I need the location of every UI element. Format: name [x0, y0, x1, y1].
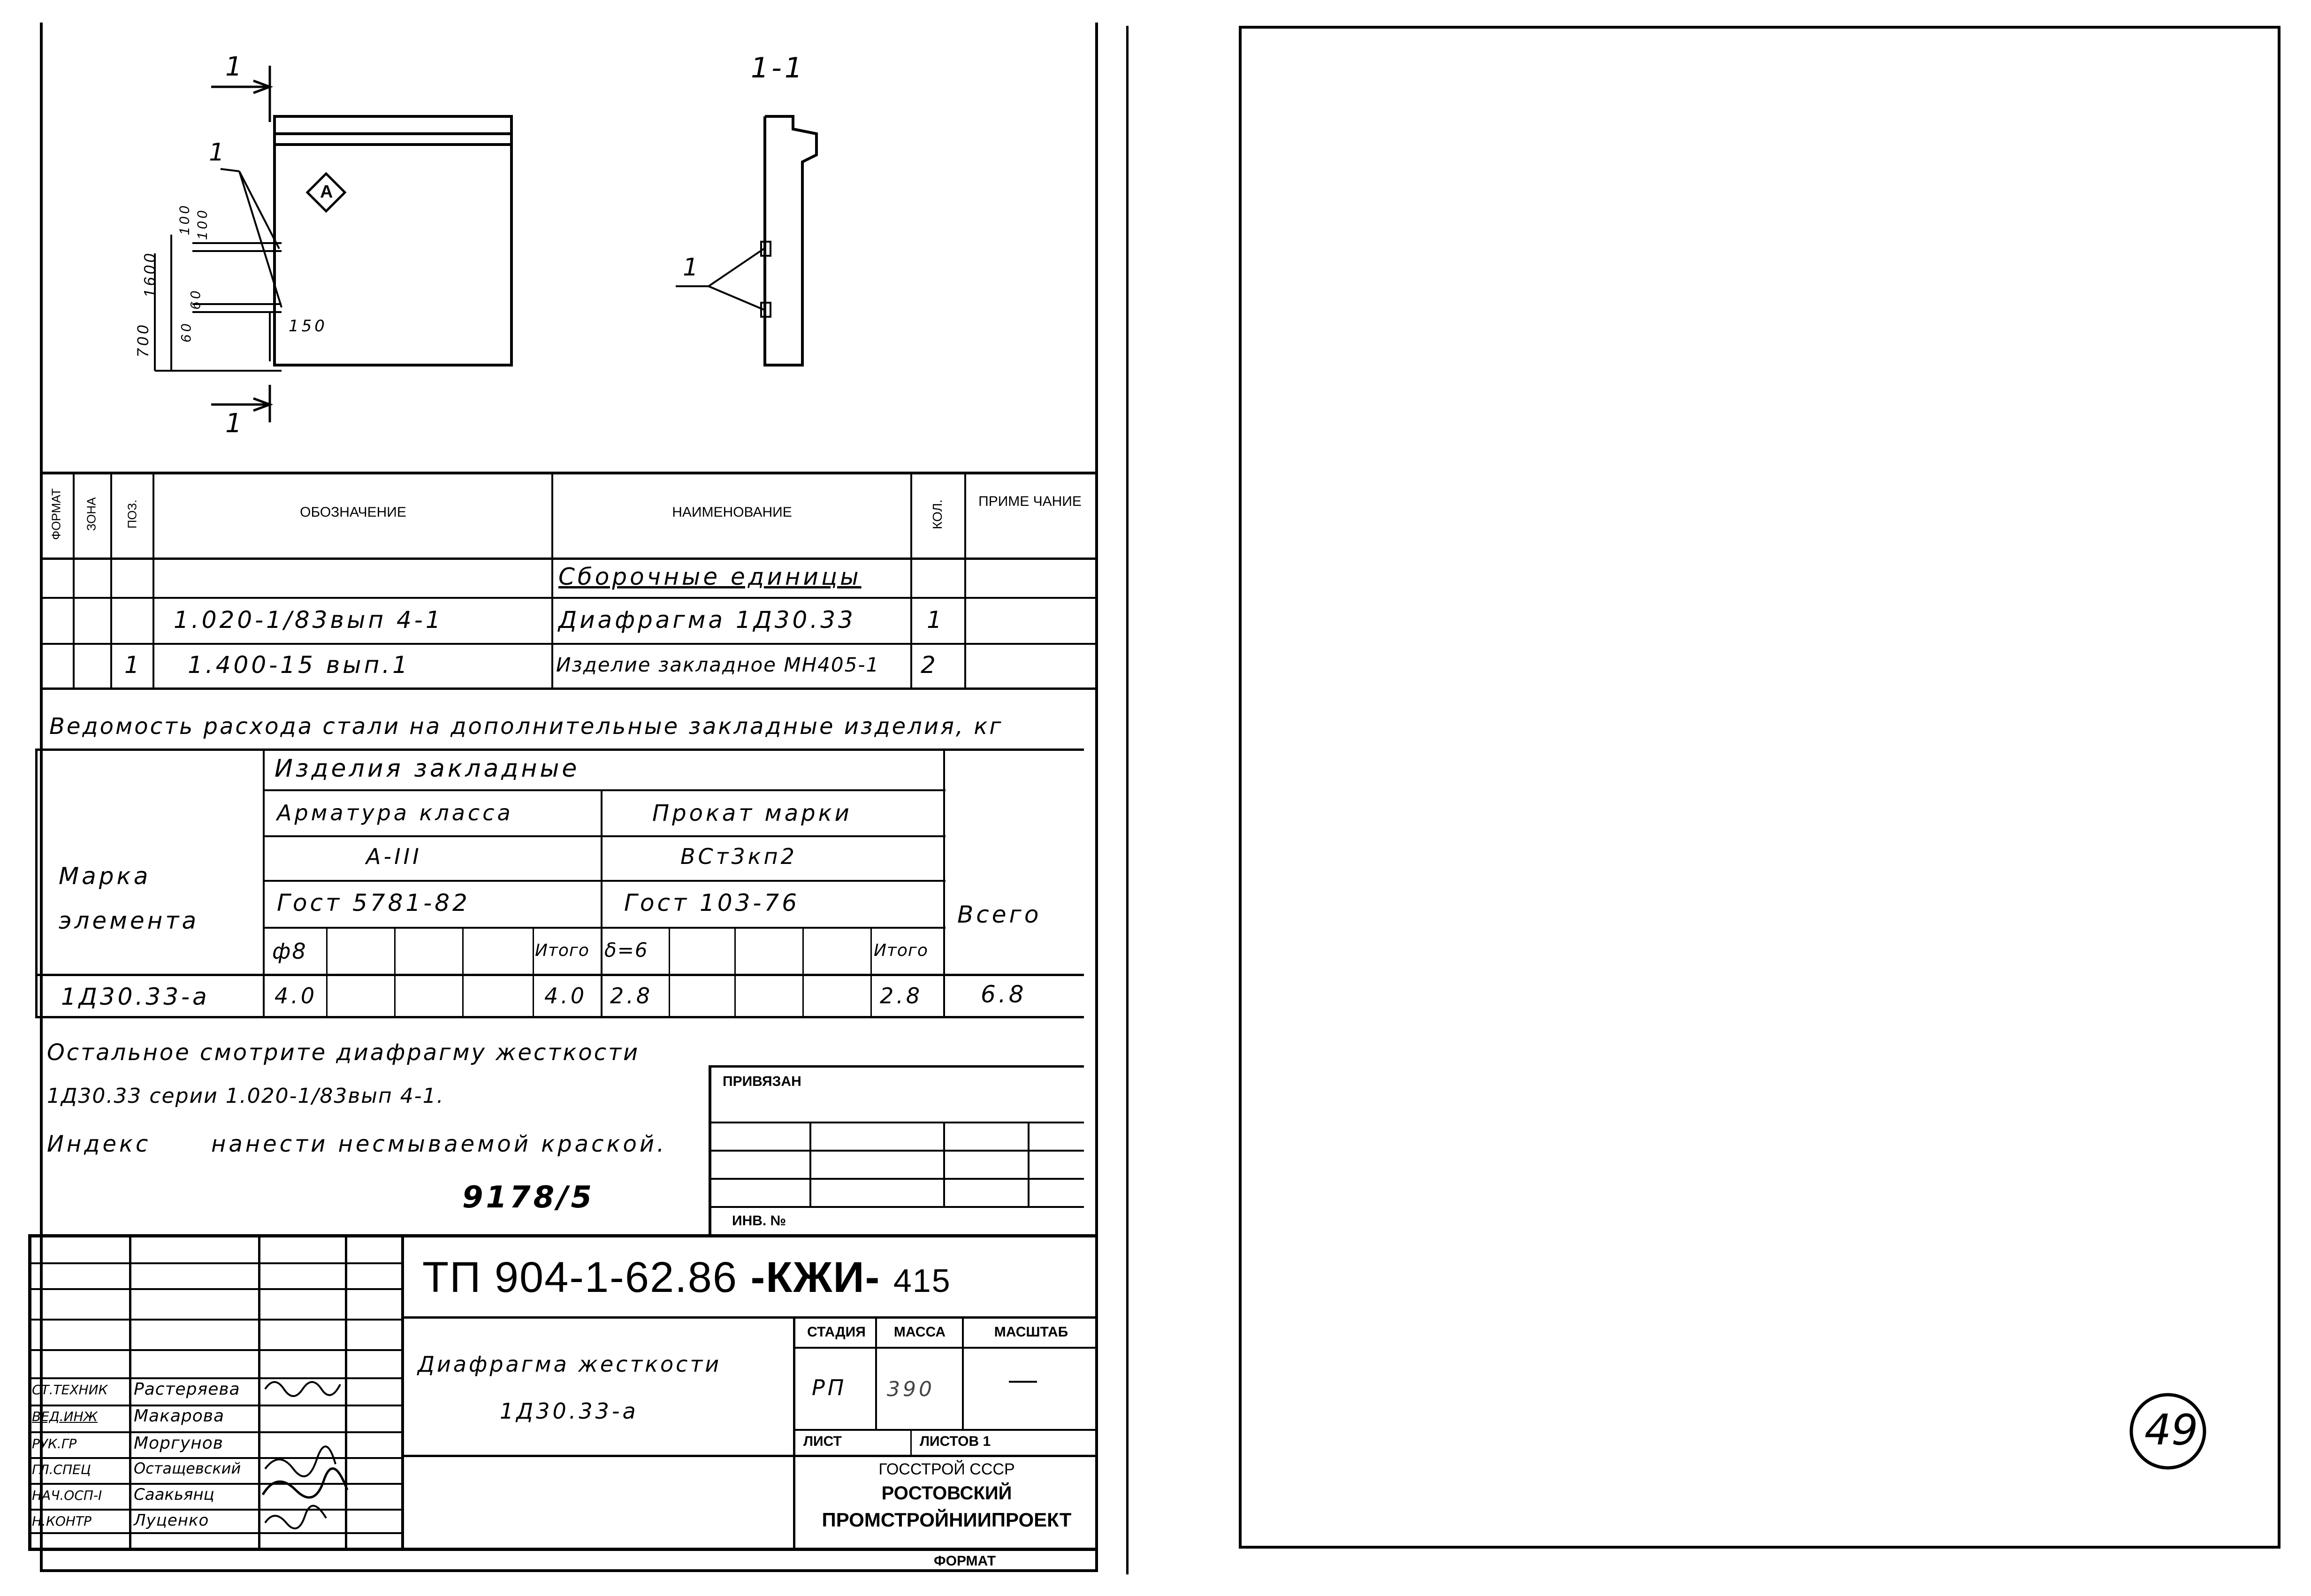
steel-phi: ф8 [272, 939, 307, 964]
steel-delta: δ=6 [604, 939, 648, 962]
steel-row-total: 6.8 [981, 981, 1027, 1008]
section-label-top: 1 [225, 52, 245, 82]
steel-prokat-gost: Гост 103-76 [624, 889, 800, 916]
spec-header-designation: ОБОЗНАЧЕНИЕ [300, 504, 406, 520]
listov-label: ЛИСТОВ 1 [920, 1434, 991, 1449]
note-line-1: Остальное смотрите диафрагму жесткости [47, 1039, 640, 1066]
steel-col-element: Марка элемента [59, 863, 199, 934]
spec-header-qty: КОЛ. [930, 499, 945, 529]
person-2-name: Макарова [134, 1406, 225, 1426]
index-value: 9178/5 [462, 1180, 595, 1215]
list-label: ЛИСТ [803, 1434, 842, 1449]
steel-prokat-mark: Прокат марки [652, 800, 852, 826]
massa-value: 390 [887, 1377, 935, 1401]
steel-row-itogo2: 2.8 [880, 983, 923, 1008]
spec-row-2-pos: 1 [124, 651, 142, 679]
spec-row-1-name: Диафрагма 1Д30.33 [558, 606, 856, 634]
steel-row-phi8: 4.0 [275, 983, 318, 1008]
spec-row-2-qty: 2 [921, 651, 938, 679]
steel-row-itogo1: 4.0 [544, 983, 587, 1008]
person-6-name: Луценко [134, 1511, 209, 1530]
steel-prokat-grade: ВСт3кп2 [680, 844, 797, 869]
spec-row-2-designation: 1.400-15 вып.1 [188, 651, 411, 679]
steel-title: Ведомость расхода стали на дополнительные закладные изделия, кг [49, 713, 1003, 740]
drawing-name-1: Диафрагма жесткости [418, 1352, 722, 1377]
stadiya-value: РП [812, 1375, 847, 1400]
dim-60a: 60 [188, 288, 204, 310]
note-line-3b: нанести несмываемой краской. [211, 1131, 667, 1157]
steel-row-delta6: 2.8 [610, 983, 653, 1008]
person-3-name: Моргунов [134, 1434, 223, 1453]
dim-1600: 1600 [141, 251, 159, 298]
org-line-3: ПРОМСТРОЙНИИПРОЕКТ [822, 1509, 1072, 1531]
steel-itogo-2: Итого [874, 941, 928, 960]
drawing-code-suffix: -КЖИ- [750, 1253, 881, 1301]
steel-armatura-class: Арматура класса [277, 800, 513, 825]
section-title: 1-1 [751, 52, 805, 84]
person-1-name: Растеряева [134, 1380, 240, 1399]
org-line-2: РОСТОВСКИЙ [881, 1483, 1012, 1504]
spec-header-pos: ПОЗ. [125, 499, 139, 529]
person-3-role: РУК.ГР [32, 1436, 77, 1451]
spec-header-zone: ЗОНА [84, 497, 99, 531]
spec-row-1-designation: 1.020-1/83вып 4-1 [174, 606, 443, 634]
steel-total-header: Всего [957, 901, 1042, 928]
inv-label: ИНВ. № [732, 1213, 786, 1229]
person-4-name: Остащевский [134, 1459, 241, 1477]
marker-label: A [320, 182, 333, 202]
section-label-bottom: 1 [225, 408, 245, 439]
dim-60b: 60 [178, 321, 194, 343]
spec-header-name: НАИМЕНОВАНИЕ [672, 504, 792, 520]
leader-label-section: 1 [683, 253, 702, 282]
dim-100b: 100 [195, 207, 211, 240]
org-line-1: ГОССТРОЙ СССР [878, 1460, 1015, 1478]
spec-header-note: ПРИМЕ ЧАНИЕ [978, 494, 1082, 509]
person-1-role: СТ.ТЕХНИК [32, 1382, 108, 1397]
leader-label-front: 1 [209, 138, 228, 167]
drawing-code-main: ТП 904-1-62.86 [422, 1253, 738, 1301]
drawing-sheet-num: 415 [893, 1262, 951, 1299]
dim-150: 150 [289, 317, 328, 336]
steel-group: Изделия закладные [275, 755, 580, 783]
drawing-code [422, 1253, 951, 1302]
person-6-role: Н.КОНТР [32, 1513, 92, 1529]
massa-header: МАССА [893, 1324, 946, 1340]
dim-700: 700 [134, 322, 152, 358]
masshtab-header: МАСШТАБ [994, 1324, 1068, 1340]
stadiya-header: СТАДИЯ [807, 1324, 866, 1340]
page-number: 49 [2144, 1405, 2198, 1455]
note-line-2: 1Д30.33 серии 1.020-1/83вып 4-1. [47, 1084, 444, 1108]
steel-row-mark: 1Д30.33-а [61, 983, 210, 1010]
right-sheet-frame [1239, 26, 2280, 1549]
person-5-role: НАЧ.ОСП-I [32, 1488, 102, 1503]
steel-armatura-gost: Гост 5781-82 [277, 889, 470, 916]
steel-armatura-grade: А-III [366, 844, 422, 869]
spec-row-2-name: Изделие закладное МН405-1 [556, 653, 880, 676]
note-line-3a: Индекс [47, 1131, 151, 1157]
person-2-role: ВЕД.ИНЖ [32, 1409, 98, 1424]
masshtab-value: — [1009, 1364, 1037, 1395]
privyazan-label: ПРИВЯЗАН [723, 1074, 801, 1089]
spec-row-1-qty: 1 [927, 606, 945, 634]
person-5-name: Саакьянц [134, 1485, 214, 1504]
spec-header-format: ФОРМАТ [49, 488, 63, 540]
person-4-role: ГЛ.СПЕЦ [32, 1462, 91, 1477]
drawing-name-2: 1Д30.33-а [500, 1398, 639, 1424]
steel-itogo-1: Итого [535, 941, 589, 960]
format-label: ФОРМАТ [934, 1553, 996, 1569]
spec-section-title: Сборочные единицы [558, 563, 862, 590]
dim-100a: 100 [177, 203, 193, 236]
